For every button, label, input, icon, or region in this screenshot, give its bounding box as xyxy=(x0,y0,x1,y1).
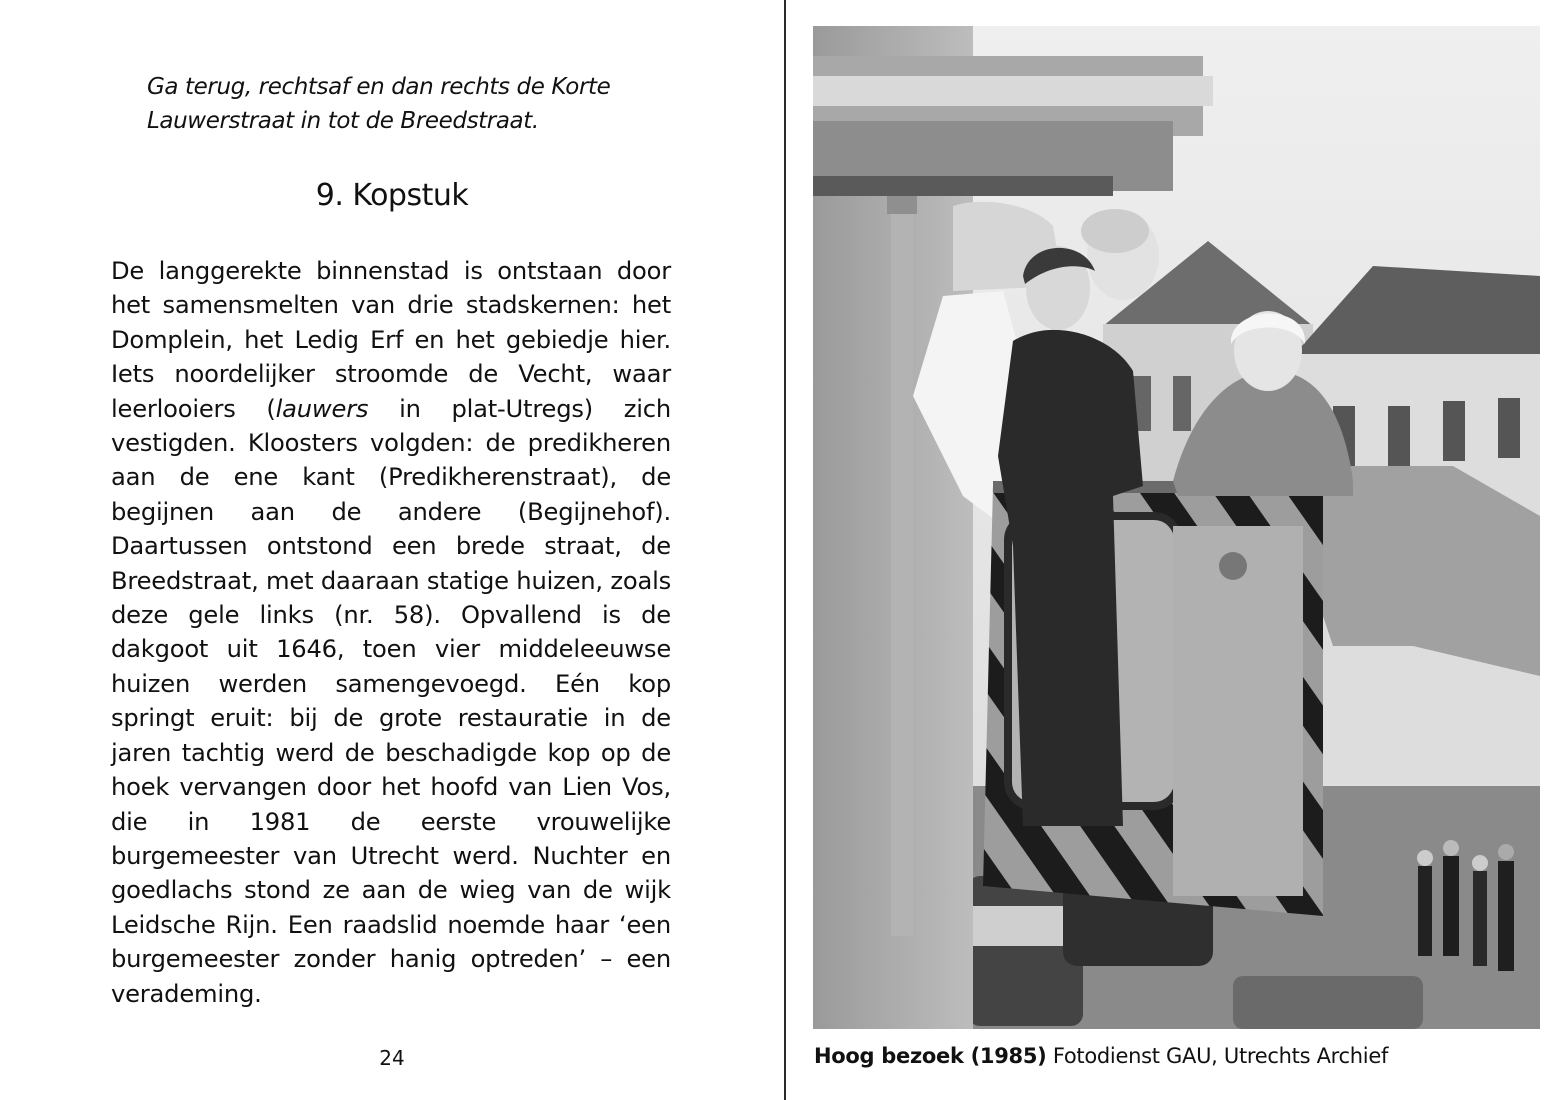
photo-caption xyxy=(814,1044,1388,1068)
photo-illustration xyxy=(813,26,1540,1029)
caption-credit: Fotodienst GAU, Utrechts Archief xyxy=(1046,1044,1389,1068)
caption-title: Hoog bezoek (1985) xyxy=(814,1044,1047,1068)
body-text-italic: lauwers xyxy=(275,394,369,423)
direction-line-2: Lauwerstraat in tot de Breedstraat. xyxy=(147,108,539,134)
historic-photo xyxy=(813,26,1540,1029)
right-page xyxy=(786,0,1566,1100)
page-number: 24 xyxy=(379,1046,405,1070)
walking-direction xyxy=(147,70,687,138)
section-heading: 9. Kopstuk xyxy=(315,178,469,213)
direction-line-1: Ga terug, rechtsaf en dan rechts de Korte xyxy=(147,74,611,100)
body-text-part-2: in plat-Utregs) zich vestigden. Kloosters volgden: de predikheren aan de ene kant (Predikherenstraat), de begijnen aan de andere (Begijnehof). Daartussen ontstond een brede straat, de Breedstraat, met daaraan statige huizen, zoals deze gele links (nr. 58). Opvallend is de dakgoot uit 1646, toen vier middeleeuwse huizen werden samengevoegd. Eén kop springt eruit: bij de grote restauratie in de jaren tachtig werd de beschadigde kop op de hoek vervangen door het hoofd van Lien Vos, die in 1981 de eerste vrouwelijke burgemeester van Utrecht werd. Nuchter en goedlachs stond ze aan de wieg van de wijk Leidsche Rijn. Een raadslid noemde haar ‘een burgemeester zonder hanig optreden’ – een verademing. xyxy=(111,394,672,1008)
body-text-part-1: De langgerekte binnenstad is ontstaan door het samensmelten van drie stadskernen: het Domplein, het Ledig Erf en het gebiedje hier. Iets noordelijker stroomde de Vecht, waar leerlooiers ( xyxy=(111,257,671,423)
body-paragraph xyxy=(111,254,671,1011)
